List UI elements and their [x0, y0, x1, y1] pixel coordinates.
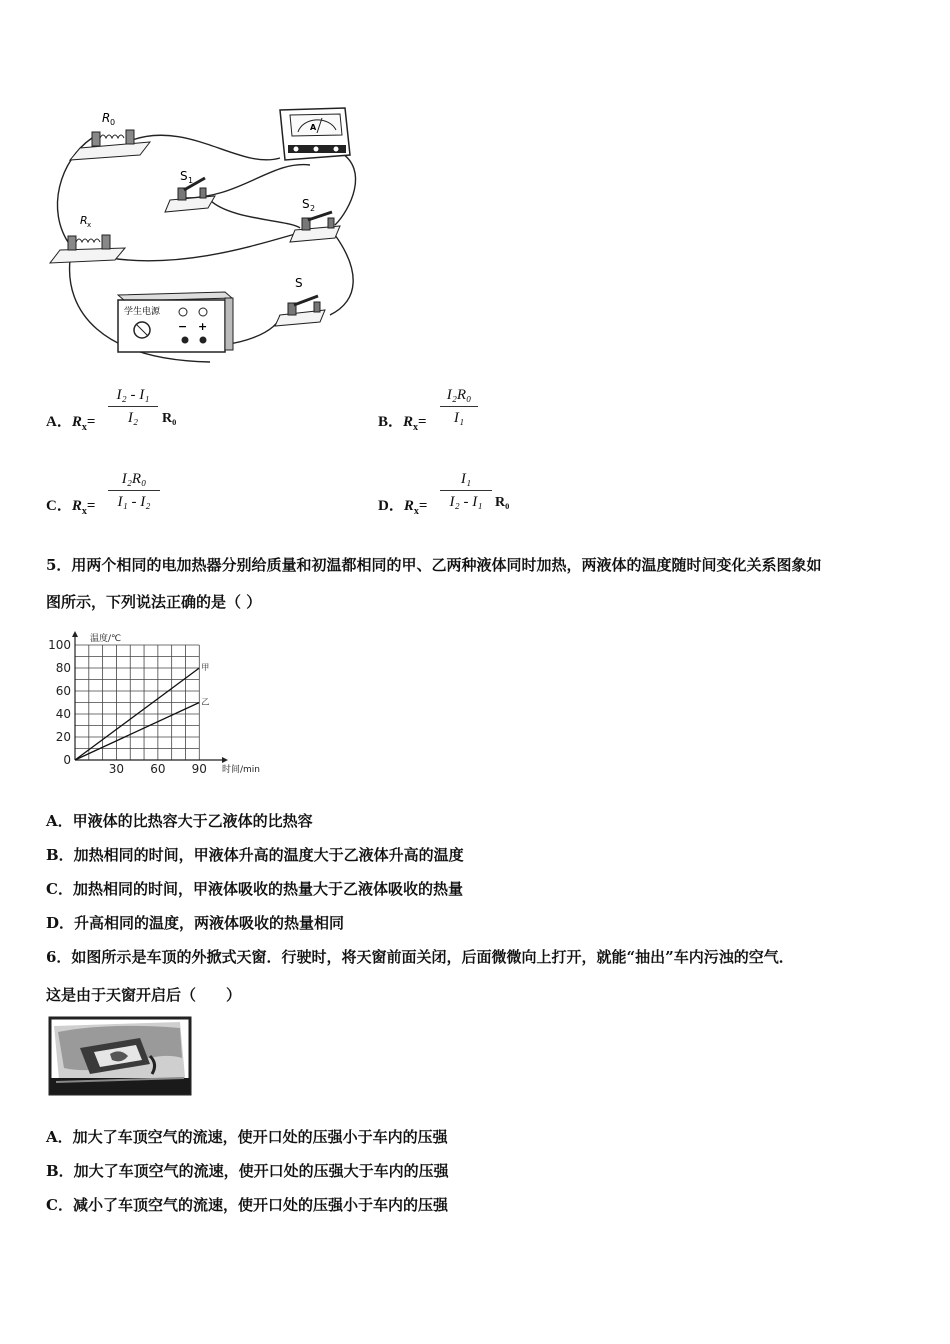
switch-s [275, 276, 325, 326]
q5-stem-line1: 5．用两个相同的电加热器分别给质量和初温都相同的甲、乙两种液体同时加热，两液体的温度随时间变化关系图象如 [46, 556, 822, 574]
q5-option-d: D．升高相同的温度，两液体吸收的热量相同 [46, 914, 345, 932]
q4-option-a-label: A．$R_x=$ [46, 414, 96, 434]
y-axis-arrow [72, 631, 78, 637]
y-axis-label: 温度/℃ [90, 634, 122, 644]
y-tick-label: 0 [63, 753, 71, 767]
x-tick-label: 60 [150, 762, 166, 776]
car-sunroof-photo [50, 1018, 190, 1094]
resistor-rx [50, 214, 125, 263]
resistor-r0 [70, 111, 150, 160]
circuit-figure [40, 100, 370, 365]
series-label: 甲 [201, 663, 210, 672]
q4-option-c-fraction: I₂R₀ I₁ - I₂ [108, 470, 160, 511]
q4-option-d-label: D．$R_x=$ [378, 498, 428, 518]
x-tick-label: 90 [191, 762, 207, 776]
q4-option-a-fraction: I₂ - I₁ I₂ [108, 386, 158, 427]
q4-option-c-label: C．$R_x=$ [46, 498, 96, 518]
q5-option-a: A．甲液体的比热容大于乙液体的比热容 [46, 812, 313, 830]
s1-label-sub: 1 [188, 176, 194, 185]
q5-option-b: B．加热相同的时间，甲液体升高的温度大于乙液体升高的温度 [46, 846, 464, 864]
q5-temperature-chart [40, 622, 261, 780]
x-axis-arrow [222, 757, 228, 763]
y-tick-label: 40 [55, 707, 71, 721]
s2-label-sub: 2 [310, 204, 316, 213]
rx-label-sub: x [87, 221, 92, 229]
y-tick-label: 60 [55, 684, 71, 698]
q4-option-b-fraction: I₂R₀ I₁ [440, 386, 478, 427]
q6-stem-line2: 这是由于天窗开启后（ ） [46, 986, 242, 1004]
ammeter-label: A [310, 123, 317, 132]
q6-stem-line1: 6．如图所示是车顶的外掀式天窗．行驶时，将天窗前面关闭，后面微微向上打开，就能“抽出”车内污浊的空气． [46, 948, 794, 966]
y-tick-label: 100 [48, 638, 71, 652]
series-line [75, 703, 199, 761]
q4-option-b-label: B．$R_x=$ [378, 414, 427, 434]
q5-stem-line2: 图所示，下列说法正确的是（ ） [46, 593, 262, 611]
q6-option-a: A．加大了车顶空气的流速，使开口处的压强小于车内的压强 [46, 1128, 448, 1146]
r0-label-sub: 0 [110, 118, 116, 127]
r0-label: R [102, 111, 111, 125]
q6-option-b: B．加大了车顶空气的流速，使开口处的压强大于车内的压强 [46, 1162, 449, 1180]
switch-s2 [290, 197, 340, 242]
s-label: S [295, 276, 303, 290]
q4-option-d-suffix: R₀ [495, 495, 510, 510]
power-plus-label: + [198, 320, 208, 333]
q4-option-a-suffix: R₀ [162, 411, 177, 426]
y-tick-label: 80 [55, 661, 71, 675]
q4-option-d-fraction: I₁ I₂ - I₁ [440, 470, 492, 511]
ammeter [280, 108, 350, 160]
power-minus-label: − [178, 320, 188, 333]
power-supply-label: 学生电源 [124, 307, 161, 317]
q5-option-c: C．加热相同的时间，甲液体吸收的热量大于乙液体吸收的热量 [46, 880, 463, 898]
s2-label: S [302, 197, 310, 211]
q6-option-c: C．减小了车顶空气的流速，使开口处的压强小于车内的压强 [46, 1196, 448, 1214]
series-label: 乙 [201, 697, 210, 707]
x-tick-label: 30 [108, 762, 125, 776]
rx-label: R [80, 214, 88, 227]
x-axis-label: 时间/min [222, 765, 261, 775]
s1-label: S [180, 169, 188, 183]
switch-s1 [165, 169, 215, 212]
power-supply [118, 292, 233, 352]
y-tick-label: 20 [55, 730, 71, 744]
